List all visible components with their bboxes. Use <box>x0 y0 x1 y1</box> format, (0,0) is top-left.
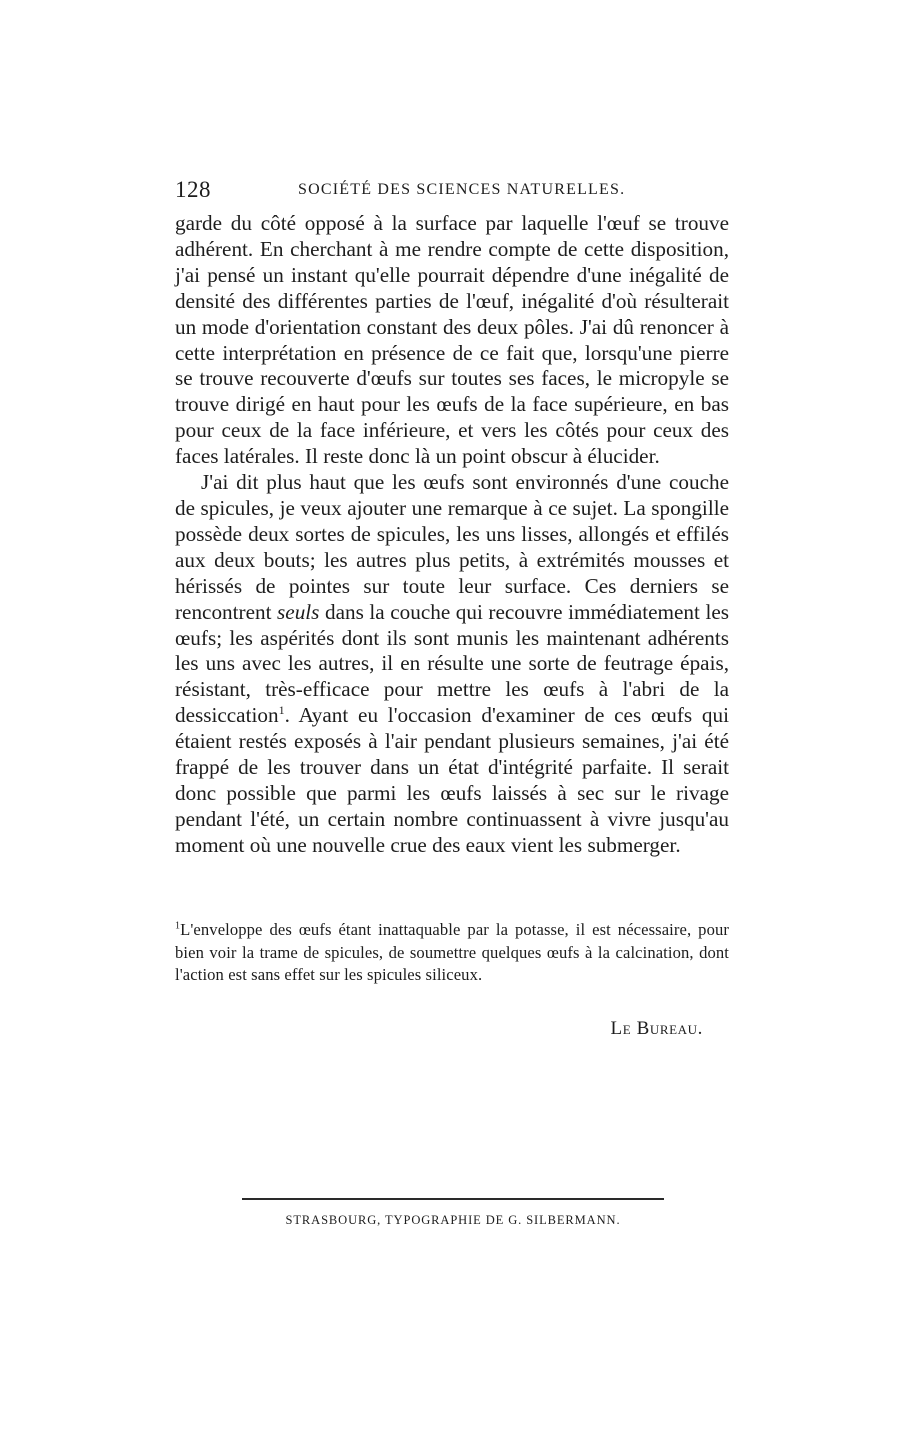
running-header <box>175 177 730 207</box>
paragraph: garde du côté opposé à la surface par laquelle l'œuf se trouve adhérent. En cherchant à me rendre compte de cette disposition, j'ai pensé un instant qu'elle pourrait dépendre d'une inégalité de densité des différentes parties de l'œuf, inégalité d'où résulterait un mode d'orientation constant des deux pôles. J'ai dû renoncer à cette interprétation en présence de ce fait que, lorsqu'une pierre se trouve recouverte d'œufs sur toutes ses faces, le micropyle se trouve dirigé en haut pour les œufs de la face supérieure, en bas pour ceux de la face inférieure, et vers les côtés pour ceux des faces latérales. Il reste donc là un point obscur à élucider. <box>175 211 729 469</box>
footnote-reference: 1 <box>278 703 285 718</box>
divider-rule <box>242 1198 664 1200</box>
paragraph <box>175 470 729 859</box>
paragraph-text: dans la couche qui recouvre immédiatement les œufs; les aspérités dont ils sont munis les maintenant adhérents les uns avec les autres, il en résulte une sorte de feutrage épais, résistant, très-efficace pour mettre les œufs à l'abri de la dessiccation <box>175 599 729 728</box>
printer-imprint: STRASBOURG, TYPOGRAPHIE DE G. SILBERMANN. <box>285 1213 621 1227</box>
body-text <box>175 211 729 859</box>
paragraph-text: . Ayant eu l'occasion d'examiner de ces œufs qui étaient restés exposés à l'air pendant plusieurs semaines, j'ai été frappé de les trouver dans un état d'intégrité parfaite. Il serait donc possible que parmi les œufs laissés à sec sur le rivage pendant l'été, un certain nombre continuassent à vivre jusqu'au moment où une nouvelle crue des eaux vient les submerger. <box>175 703 729 857</box>
signature: Le Bureau. <box>610 1018 703 1039</box>
paragraph-text: J'ai dit plus haut que les œufs sont environnés d'une couche de spicules, je veux ajouter une remarque à ce sujet. La spongille possède deux sortes de spicules, les uns lisses, allongés et effilés aux deux bouts; les autres plus petits, à extrémités mousses et hérissés de pointes sur toute leur surface. Ces derniers se rencontrent <box>175 470 729 624</box>
footnote-number: 1 <box>175 920 181 932</box>
page-number: 128 <box>175 177 211 202</box>
emphasis-text: seuls <box>277 599 320 624</box>
footnote <box>175 919 729 987</box>
footnote-text: L'enveloppe des œufs étant inattaquable par la potasse, il est nécessaire, pour bien voir la trame de spicules, de soumettre quelques œufs à la calcination, dont l'action est sans effet sur les spicules siliceux. <box>175 920 729 984</box>
running-title: SOCIÉTÉ DES SCIENCES NATURELLES. <box>298 181 626 198</box>
